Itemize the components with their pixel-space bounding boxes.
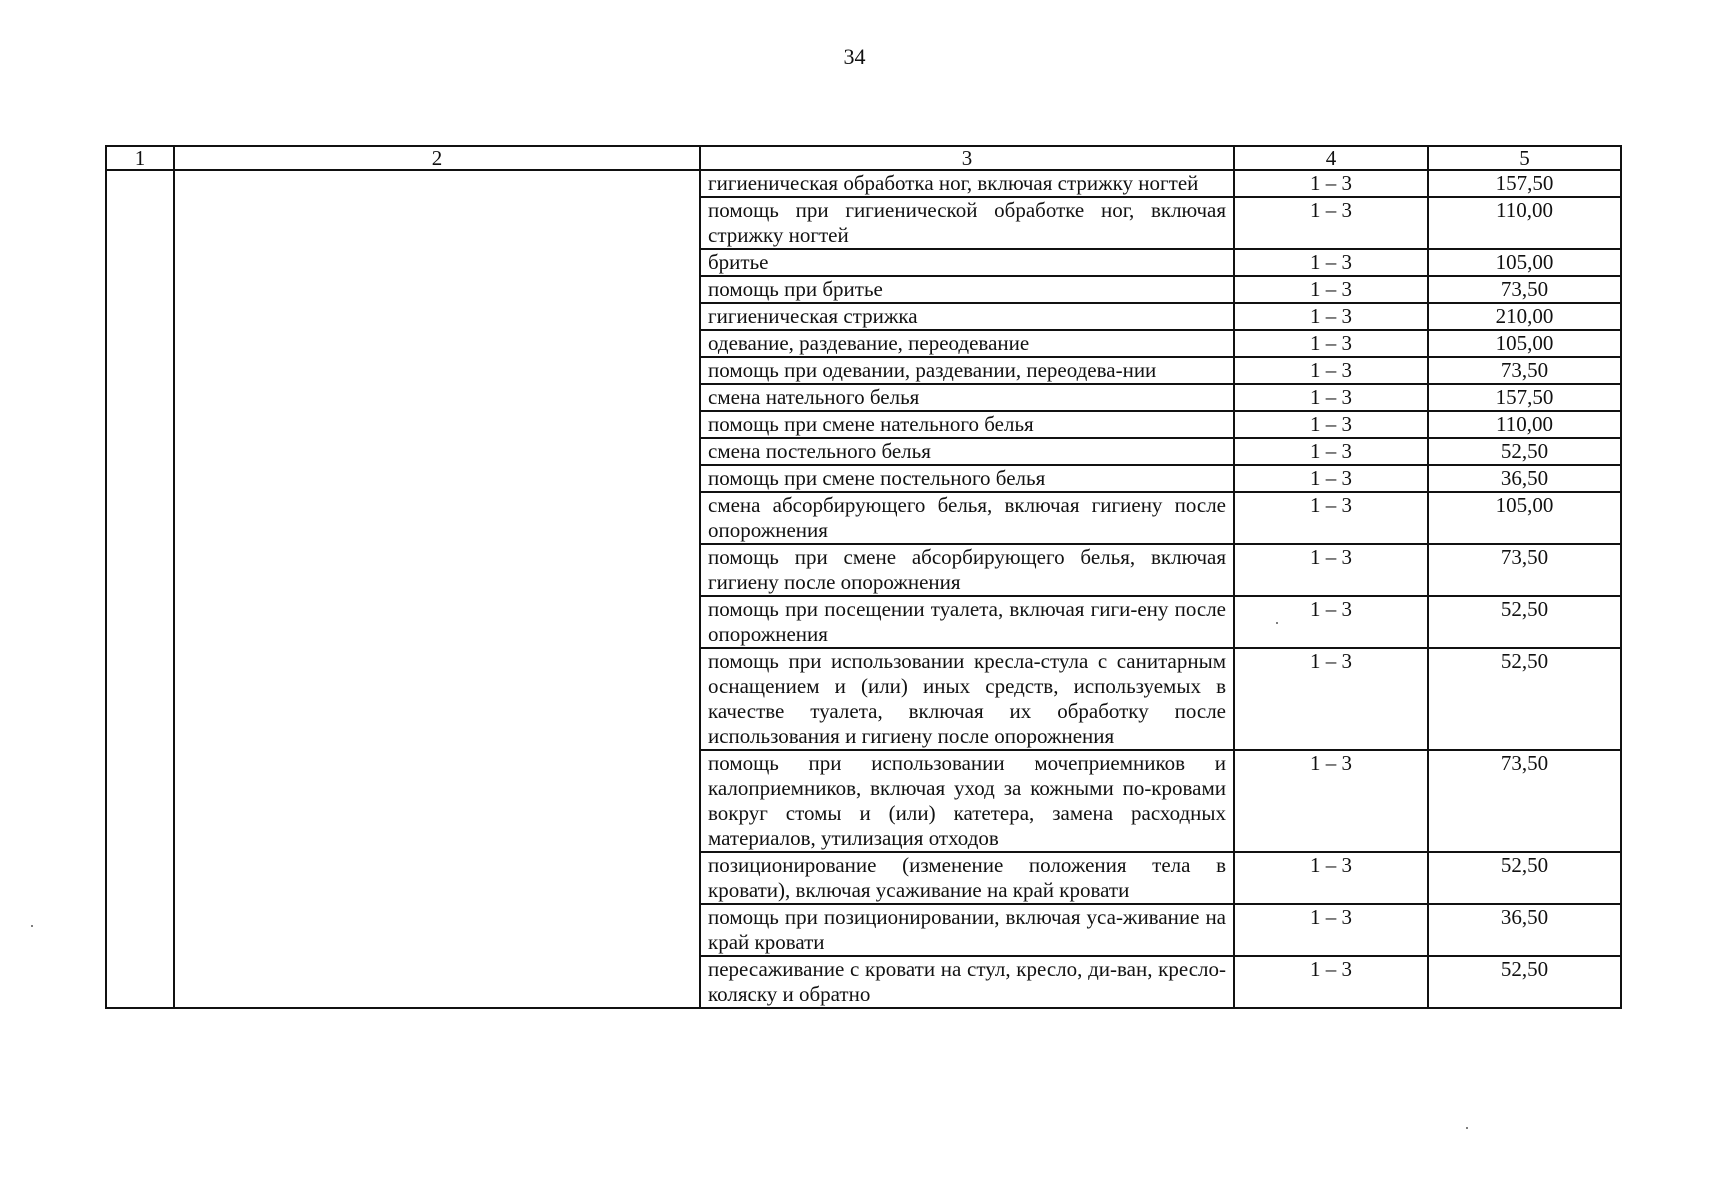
service-description: смена абсорбирующего белья, включая гигиену после опорожнения <box>700 492 1234 544</box>
service-frequency: 1 – 3 <box>1234 750 1428 852</box>
service-price: 105,00 <box>1428 492 1621 544</box>
scan-speck <box>1466 1127 1468 1129</box>
service-description: помощь при смене постельного белья <box>700 465 1234 492</box>
service-price: 110,00 <box>1428 411 1621 438</box>
service-price: 73,50 <box>1428 276 1621 303</box>
column-2-cell <box>174 170 700 1008</box>
column-header-5: 5 <box>1428 146 1621 170</box>
service-frequency: 1 – 3 <box>1234 197 1428 249</box>
service-price: 157,50 <box>1428 170 1621 197</box>
service-frequency: 1 – 3 <box>1234 411 1428 438</box>
service-frequency: 1 – 3 <box>1234 852 1428 904</box>
table-row <box>106 170 1621 197</box>
service-price: 36,50 <box>1428 904 1621 956</box>
service-price: 110,00 <box>1428 197 1621 249</box>
service-frequency: 1 – 3 <box>1234 384 1428 411</box>
service-description: бритье <box>700 249 1234 276</box>
tariff-table <box>105 145 1622 1009</box>
service-price: 105,00 <box>1428 249 1621 276</box>
service-frequency: 1 – 3 <box>1234 276 1428 303</box>
service-frequency: 1 – 3 <box>1234 544 1428 596</box>
service-description: помощь при одевании, раздевании, переодева-нии <box>700 357 1234 384</box>
service-price: 52,50 <box>1428 956 1621 1008</box>
service-price: 52,50 <box>1428 438 1621 465</box>
service-price: 52,50 <box>1428 852 1621 904</box>
service-frequency: 1 – 3 <box>1234 596 1428 648</box>
column-1-cell <box>106 170 174 1008</box>
service-description: помощь при позиционировании, включая уса-живание на край кровати <box>700 904 1234 956</box>
column-header-2: 2 <box>174 146 700 170</box>
service-frequency: 1 – 3 <box>1234 357 1428 384</box>
service-price: 52,50 <box>1428 596 1621 648</box>
service-description: гигиеническая стрижка <box>700 303 1234 330</box>
column-header-1: 1 <box>106 146 174 170</box>
service-description: гигиеническая обработка ног, включая стрижку ногтей <box>700 170 1234 197</box>
service-price: 210,00 <box>1428 303 1621 330</box>
service-description: помощь при гигиенической обработке ног, включая стрижку ногтей <box>700 197 1234 249</box>
scan-speck <box>31 925 33 927</box>
service-frequency: 1 – 3 <box>1234 648 1428 750</box>
table-body <box>106 170 1621 1008</box>
service-frequency: 1 – 3 <box>1234 330 1428 357</box>
service-price: 73,50 <box>1428 750 1621 852</box>
service-description: помощь при бритье <box>700 276 1234 303</box>
service-description: позиционирование (изменение положения тела в кровати), включая усаживание на край кровати <box>700 852 1234 904</box>
service-frequency: 1 – 3 <box>1234 249 1428 276</box>
service-frequency: 1 – 3 <box>1234 438 1428 465</box>
service-description: смена постельного белья <box>700 438 1234 465</box>
column-header-3: 3 <box>700 146 1234 170</box>
service-description: помощь при смене нательного белья <box>700 411 1234 438</box>
service-description: пересаживание с кровати на стул, кресло, ди-ван, кресло-коляску и обратно <box>700 956 1234 1008</box>
column-header-4: 4 <box>1234 146 1428 170</box>
service-description: помощь при использовании мочеприемников и калоприемников, включая уход за кожными по-кровами вокруг стомы и (или) катетера, замена расходных материалов, утилизация отходов <box>700 750 1234 852</box>
service-description: помощь при посещении туалета, включая гиги-ену после опорожнения <box>700 596 1234 648</box>
table-header-row <box>106 146 1621 170</box>
service-price: 52,50 <box>1428 648 1621 750</box>
service-frequency: 1 – 3 <box>1234 303 1428 330</box>
page-number: 34 <box>843 44 866 69</box>
service-price: 36,50 <box>1428 465 1621 492</box>
service-description: одевание, раздевание, переодевание <box>700 330 1234 357</box>
service-frequency: 1 – 3 <box>1234 956 1428 1008</box>
service-price: 73,50 <box>1428 544 1621 596</box>
service-description: помощь при смене абсорбирующего белья, включая гигиену после опорожнения <box>700 544 1234 596</box>
service-price: 73,50 <box>1428 357 1621 384</box>
service-description: помощь при использовании кресла-стула с санитарным оснащением и (или) иных средств, используемых в качестве туалета, включая их обработку после использования и гигиену после опорожнения <box>700 648 1234 750</box>
scan-speck <box>1276 622 1278 624</box>
service-frequency: 1 – 3 <box>1234 904 1428 956</box>
service-frequency: 1 – 3 <box>1234 170 1428 197</box>
service-price: 157,50 <box>1428 384 1621 411</box>
service-frequency: 1 – 3 <box>1234 465 1428 492</box>
service-frequency: 1 – 3 <box>1234 492 1428 544</box>
service-description: смена нательного белья <box>700 384 1234 411</box>
service-price: 105,00 <box>1428 330 1621 357</box>
